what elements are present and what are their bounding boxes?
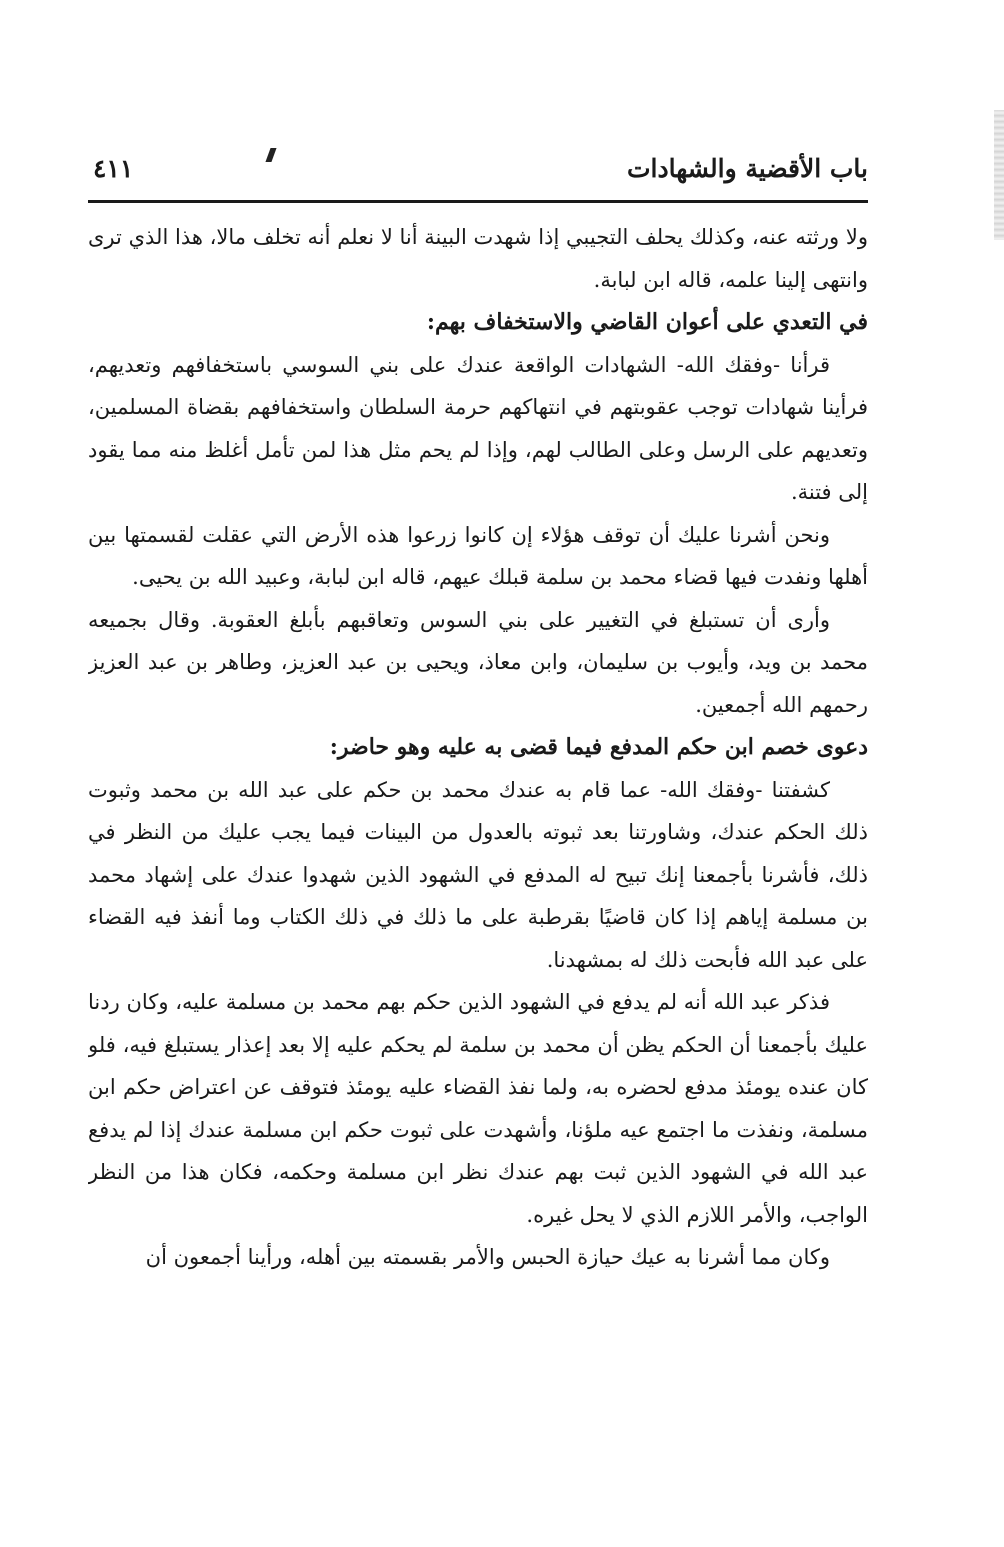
header-rule	[88, 200, 868, 203]
paragraph: قرأنا -وفقك الله- الشهادات الواقعة عندك على بني السوسي باستخفافهم وتعديهم، فرأينا شهادات توجب عقوبتهم في انتهاكهم حرمة السلطان واستخفافهم بقضاة المسلمين، وتعديهم على الرسل وعلى الطالب لهم، وإذا لم يحم مثل هذا لمن تأمل أغلظ منه مما يقود إلى فتنة.	[88, 352, 868, 504]
ink-mark	[265, 148, 276, 162]
running-header	[88, 152, 868, 200]
chapter-title: باب الأقضية والشهادات	[627, 154, 868, 183]
paragraph: ولا ورثته عنه، وكذلك يحلف التجيبي إذا شهدت البينة أنا لا نعلم أنه تخلف مالا، هذا الذي ترى وانتهى إلينا علمه، قاله ابن لبابة.	[88, 225, 868, 292]
section-heading: في التعدي على أعوان القاضي والاستخفاف بهم:	[426, 309, 868, 335]
paragraph: ونحن أشرنا عليك أن توقف هؤلاء إن كانوا زرعوا هذه الأرض التي عقلت لقسمتها بين أهلها ونفدت فيها قضاء محمد بن سلمة قبلك عيهم، قاله ابن لبابة، وعبيد الله بن يحيى.	[88, 522, 868, 589]
page-number: ٤١١	[93, 154, 134, 183]
paragraph: وأرى أن تستبلغ في التغيير على بني السوس وتعاقبهم بأبلغ العقوبة. وقال بجميعه محمد بن ويد، وأيوب بن سليمان، وابن معاذ، ويحيى بن عبد العزيز، وطاهر بن عبد العزيز رحمهم الله أجمعين.	[88, 607, 868, 717]
paragraph: كشفتنا -وفقك الله- عما قام به عندك محمد بن حكم على عبد الله بن محمد وثبوت ذلك الحكم عندك، وشاورتنا بعد ثبوته بالعدول من البينات فيما يجب عليك من النظر في ذلك، فأشرنا بأجمعنا إنك تبيح له المدفع في الشهود الذين شهدوا عندك على إشهاد محمد بن مسلمة إياهم إذا كان قاضيًا بقرطبة على ما ذلك في ذلك الكتاب وما أنفذ فيه القضاء على عبد الله فأبحت ذلك له بمشهدنا.	[88, 777, 868, 972]
paragraph: وكان مما أشرنا به عيك حيازة الحبس والأمر بقسمته بين أهله، ورأينا أجمعون أن	[145, 1245, 830, 1269]
paragraph: فذكر عبد الله أنه لم يدفع في الشهود الذين حكم بهم محمد بن مسلمة عليه، وكان ردنا عليك بأجمعنا أن الحكم يظن أن محمد بن سلمة لم يحكم عليه إلا بعد إعذار يستبلغ فيه، فلو كان عنده يومئذ مدفع لحضره به، ولما نفذ القضاء عليه يومئذ فتوقف عن اعتراض حكم ابن مسلمة، ونفذت ما اجتمع عيه ملؤنا، وأشهدت على ثبوت حكم ابن مسلمة عندك إذا لم يدفع عبد الله في الشهود الذين ثبت بهم عندك نظر ابن مسلمة وحكمه، فكان هذا من النظر الواجب، والأمر اللازم الذي لا يحل غيره.	[88, 990, 868, 1227]
scan-edge-artifact	[994, 110, 1004, 240]
section-heading: دعوى خصم ابن حكم المدفع فيما قضى به عليه وهو حاضر:	[329, 734, 868, 760]
body-text	[88, 216, 868, 1406]
